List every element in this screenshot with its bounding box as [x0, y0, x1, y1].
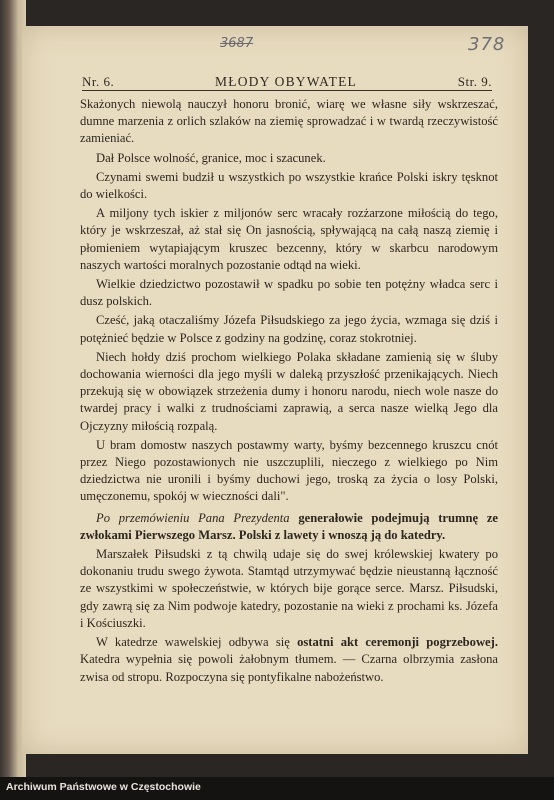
archive-name: Archiwum Państwowe w Częstochowie: [6, 781, 201, 793]
paragraph: [80, 634, 498, 686]
paragraph: Niech hołdy dziś prochom wielkiego Polaka składane zamienią się w śluby dochowania wierności dla jego myśli w daleką przyszłość przenikających. Niech przekują się w obowiązek strzeżenia dumy i honoru narodu, niech wole nasze do twardej pracy i walki z trudnościami zaprawią, a serca nasze wielką Jego dla Ojczyzny miłością rozpalą.: [80, 349, 498, 433]
page-header: [82, 68, 492, 91]
paragraph-bold: ostatni akt ceremonji pogrzebowej.: [297, 635, 498, 650]
archive-footer-bar: [0, 777, 554, 800]
heading-italic: Po przemówieniu Pana Prezydenta: [96, 510, 290, 525]
page-number: Str. 9.: [457, 74, 492, 89]
paragraph: Marszałek Piłsudski z tą chwilą udaje się do swej królewskiej kwatery po dokonaniu trudu swego żywota. Stamtąd utrzymywać będzie nieustanną łączność ze wszystkimi w społeczeństwie, w których bije gorące serce. Marsz. Piłsudski, gdy zawrą się za Nim podwoje katedry, pozostanie na wieki z prochami ks. Józefa i Kościuszki.: [80, 547, 498, 630]
paragraph: A miljony tych iskier z miljonów serc wracały rozżarzone miłością do tego, który je wskrzeszał, aż stał się On jasnością, spływającą na całą naszą ziemię i płomieniem wytapiającym kruszec bezcenny, który w skarbcu narodowym naszych wartości moralnych pozostanie odtąd na wieki.: [80, 206, 498, 272]
paragraph: Cześć, jaką otaczaliśmy Józefa Piłsudskiego za jego życia, wzmaga się dziś i potężnieć będzie w Polsce z godziny na godzinę, coraz stokrotniej.: [80, 313, 498, 345]
paragraph-end: Katedra wypełnia się powoli żałobnym tłumem. — Czarna olbrzymia zasłona zwisa od stropu. Rozpoczyna się pontyfikalne nabożeństwo.: [80, 652, 498, 684]
struck-archive-number: 3687: [220, 36, 254, 51]
heading-bold: generałowie podejmują trumnę ze zwłokami Pierwszego Marsz. Polski z lawety i wnoszą ją do katedry.: [80, 510, 498, 542]
issue-number: Nr. 6.: [82, 74, 115, 89]
handwritten-archive-number: 378: [468, 34, 506, 55]
paragraph: Czynami swemi budził u wszystkich po wszystkie krańce Polski iskry tęsknot do wielkości.: [80, 169, 498, 202]
paragraph: U bram domostw naszych postawmy warty, byśmy bezcennego kruszcu cnót przez Niego pozostawionych nie uszczuplili, nieczego z wielkiego po Nim dziedzictwa nie uronili i byśmy duchowi jego, troską za życia o losy Polski, umęczonemu, spokój w wieczności dali".: [80, 437, 498, 504]
paragraph-start: W katedrze wawelskiej odbywa się: [96, 635, 290, 650]
paragraph: Wielkie dziedzictwo pozostawił w spadku po sobie ten potężny władca serc i dusz polskich.: [80, 277, 498, 309]
paragraph: Skażonych niewolą nauczył honoru bronić, wiarę we własne siły wskrzeszać, dumne marzenia z orlich szlaków na ziemię sprowadzać i w twardą rzeczywistość zamieniać.: [80, 97, 498, 146]
paragraph: Dał Polsce wolność, granice, moc i szacunek.: [96, 150, 326, 165]
section-heading: [80, 510, 498, 544]
magazine-title: MŁODY OBYWATEL: [215, 74, 357, 89]
article-body: [80, 96, 498, 688]
